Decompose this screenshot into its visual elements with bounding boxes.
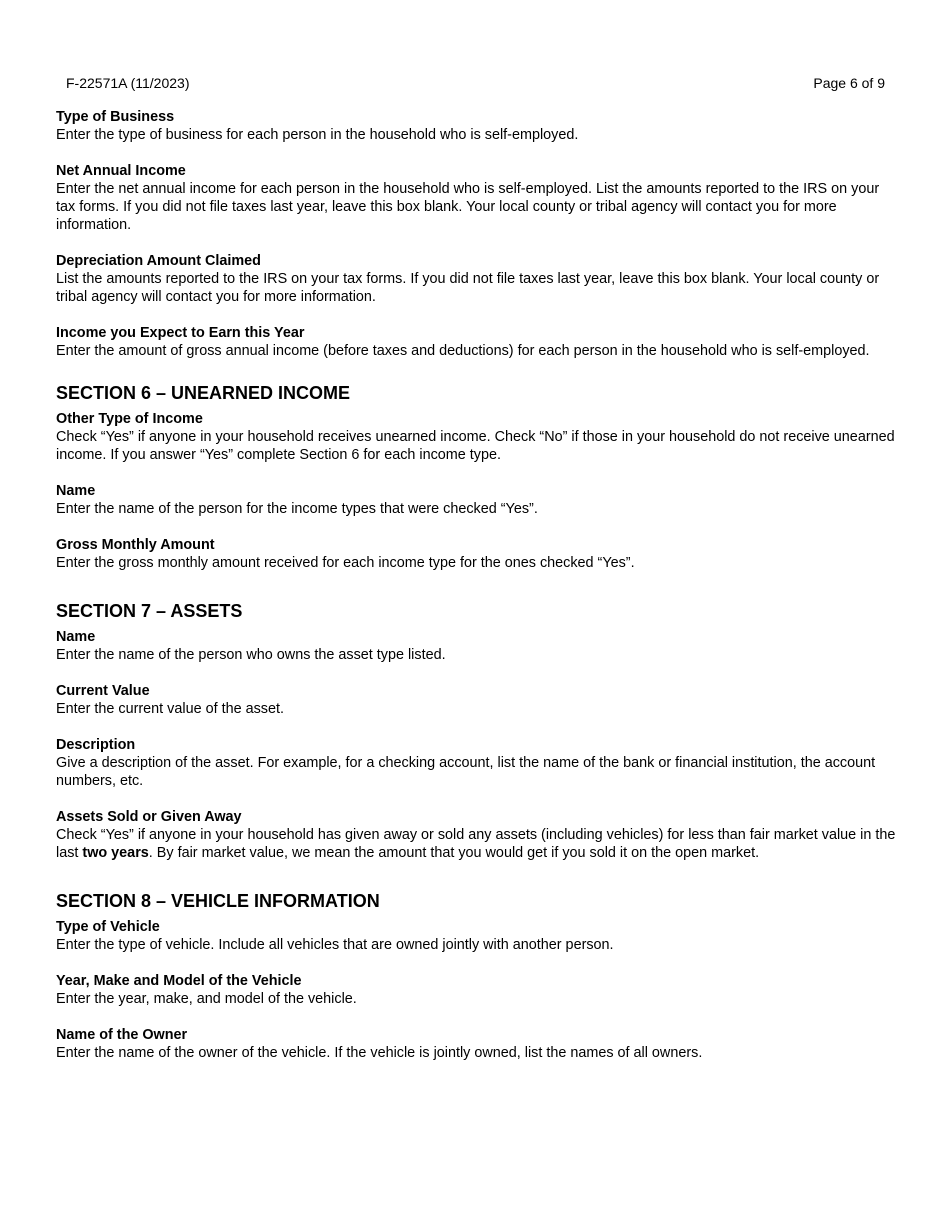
entry-text (56, 826, 898, 862)
entry-text: List the amounts reported to the IRS on your tax forms. If you did not file taxes last year, leave this box blank. Your local county or tribal agency will contact you for more information. (56, 271, 880, 305)
entry-title: Net Annual Income (56, 163, 186, 179)
entry-title: Description (56, 737, 136, 753)
entry-title: Gross Monthly Amount (56, 537, 215, 553)
entry-type-of-business (56, 108, 898, 144)
entry-type-of-vehicle (56, 918, 898, 954)
entry-income-expected (56, 324, 898, 360)
text-part: . By fair market value, we mean the amount that you would get if you sold it on the open market. (148, 845, 760, 861)
entry-title: Name (56, 483, 96, 499)
entry-title: Type of Business (56, 109, 175, 125)
entry-current-value (56, 682, 898, 718)
entry-text: Enter the amount of gross annual income (before taxes and deductions) for each person in the household who is self-employed. (56, 343, 870, 359)
entry-title: Income you Expect to Earn this Year (56, 325, 305, 341)
entry-title: Depreciation Amount Claimed (56, 253, 261, 269)
entry-text: Enter the gross monthly amount received for each income type for the ones checked “Yes”. (56, 555, 635, 571)
entry-name-of-owner (56, 1026, 898, 1062)
entry-text: Enter the net annual income for each person in the household who is self-employed. List the amounts reported to the IRS on your tax forms. If you did not file taxes last year, leave this box blank. Your local county or tribal agency will contact you for more information. (56, 181, 880, 233)
section-7-heading: SECTION 7 – ASSETS (56, 601, 243, 621)
entry-title: Type of Vehicle (56, 919, 160, 935)
page-header (66, 74, 885, 92)
entry-text: Enter the name of the person for the income types that were checked “Yes”. (56, 501, 538, 517)
entry-assets-sold (56, 808, 898, 862)
entry-name (56, 482, 898, 518)
form-number: F-22571A (11/2023) (66, 75, 190, 91)
entry-title: Year, Make and Model of the Vehicle (56, 973, 302, 989)
entry-text: Give a description of the asset. For example, for a checking account, list the name of the bank or financial institution, the account numbers, etc. (56, 755, 876, 789)
entry-title: Other Type of Income (56, 411, 203, 427)
entry-net-annual-income (56, 162, 898, 234)
entry-title: Name (56, 629, 96, 645)
entry-other-type-of-income (56, 410, 898, 464)
entry-title: Name of the Owner (56, 1027, 188, 1043)
text-part: Check “Yes” if anyone in your household has given away or sold any assets (including vehicles) for less than fair market value in the last (56, 827, 896, 861)
entry-text: Enter the year, make, and model of the vehicle. (56, 991, 357, 1007)
entry-text: Check “Yes” if anyone in your household receives unearned income. Check “No” if those in your household do not receive unearned income. If you answer “Yes” complete Section 6 for each income type. (56, 429, 895, 463)
section-8-heading: SECTION 8 – VEHICLE INFORMATION (56, 891, 380, 911)
page-number: Page 6 of 9 (813, 75, 885, 91)
entry-title: Current Value (56, 683, 150, 699)
entry-text: Enter the name of the person who owns the asset type listed. (56, 647, 446, 663)
emphasis-text: two years (82, 845, 149, 861)
entry-gross-monthly-amount (56, 536, 898, 572)
entry-title: Assets Sold or Given Away (56, 809, 242, 825)
entry-text: Enter the type of business for each person in the household who is self-employed. (56, 127, 579, 143)
entry-description (56, 736, 898, 790)
entry-year-make-model (56, 972, 898, 1008)
entry-text: Enter the type of vehicle. Include all vehicles that are owned jointly with another person. (56, 937, 614, 953)
section-6-heading: SECTION 6 – UNEARNED INCOME (56, 383, 351, 403)
document-body (56, 108, 898, 1080)
entry-text: Enter the current value of the asset. (56, 701, 284, 717)
entry-depreciation-amount (56, 252, 898, 306)
entry-asset-name (56, 628, 898, 664)
entry-text: Enter the name of the owner of the vehicle. If the vehicle is jointly owned, list the names of all owners. (56, 1045, 703, 1061)
